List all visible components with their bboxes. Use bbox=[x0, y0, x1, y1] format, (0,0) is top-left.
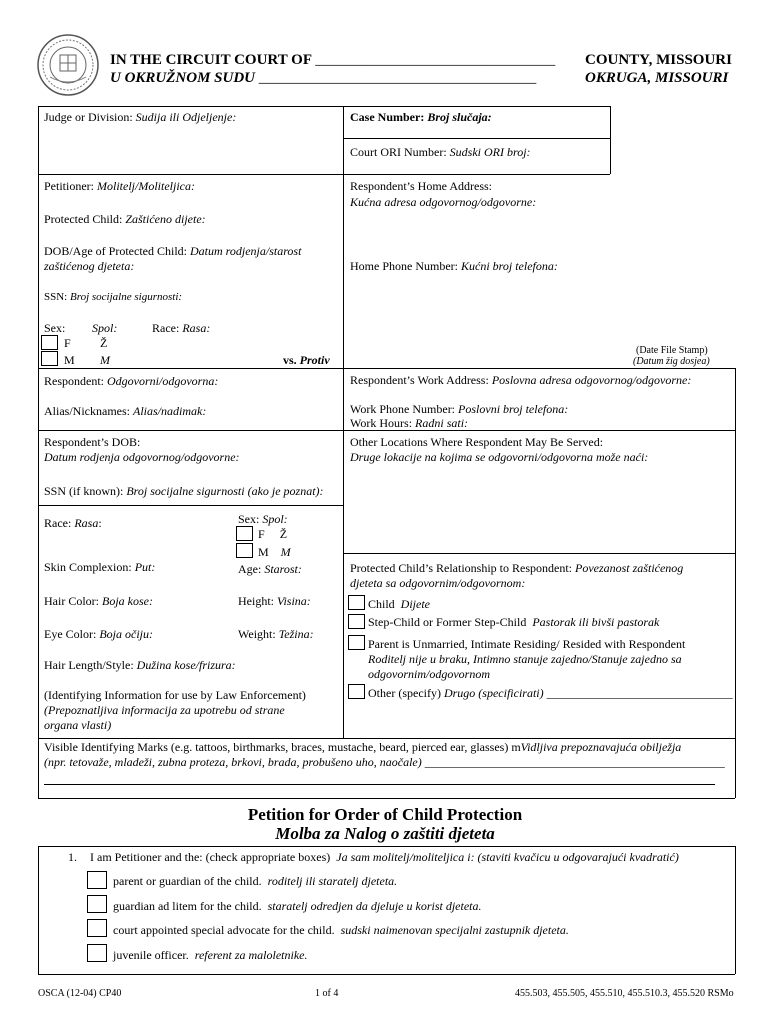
sex-female-label: F bbox=[64, 336, 71, 350]
opt-guardian-ad-litem-checkbox[interactable] bbox=[87, 895, 107, 913]
rel-other-checkbox[interactable] bbox=[348, 684, 365, 699]
respondent-sex-m-label: M M bbox=[258, 545, 291, 559]
statutes: 455.503, 455.505, 455.510, 455.510.3, 455.520 RSMo bbox=[515, 988, 734, 999]
identifying-info-note-b1: (Prepoznatljiva informacija za upotrebu od strane bbox=[44, 703, 285, 717]
respondent-sex-label: Sex: Spol: bbox=[238, 512, 288, 526]
rel-parent-label: Parent is Unmarried, Intimate Residing/ Resided with Respondent bbox=[368, 637, 686, 651]
sex-label-b: Spol: bbox=[92, 321, 118, 335]
child-dob-label-b: zaštićenog djeteta: bbox=[44, 259, 135, 273]
court-heading-en: IN THE CIRCUIT COURT OF bbox=[110, 52, 312, 68]
rel-parent-checkbox[interactable] bbox=[348, 635, 365, 650]
relationship-label: Protected Child’s Relationship to Respondent: Povezanost zaštićenog bbox=[350, 561, 684, 575]
work-phone-label: Work Phone Number: Poslovni broj telefona: bbox=[350, 402, 569, 416]
rel-step-child-label: Step-Child or Former Step-Child Pastorak ili bivši pastorak bbox=[368, 615, 660, 629]
opt-parent-guardian-checkbox[interactable] bbox=[87, 871, 107, 889]
age-label: Age: Starost: bbox=[238, 562, 302, 576]
opt-juvenile-officer-label: juvenile officer. referent za maloletnike. bbox=[113, 948, 308, 962]
rel-other-blank[interactable]: _______________________________ bbox=[546, 686, 733, 700]
sex-female-checkbox[interactable] bbox=[41, 335, 58, 350]
court-heading-bs: U OKRUŽNOM SUDU bbox=[110, 70, 256, 86]
petitioner-label: Petitioner: Molitelj/Moliteljica: bbox=[44, 179, 195, 193]
court-heading bbox=[110, 52, 555, 69]
hair-length-label: Hair Length/Style: Dužina kose/frizura: bbox=[44, 658, 236, 672]
respondent-ssn-label: SSN (if known): Broj socijalne sigurnosti (ako je poznat): bbox=[44, 484, 324, 498]
item-1-number: 1. bbox=[68, 850, 77, 864]
date-file-stamp-label: (Date File Stamp) bbox=[636, 345, 708, 356]
rel-parent-label-b2: odgovornim/odgovornom bbox=[368, 667, 490, 681]
respondent-sex-f-label: F Ž bbox=[258, 527, 288, 541]
respondent-dob-label: Respondent’s DOB: bbox=[44, 435, 141, 449]
home-phone-label: Home Phone Number: Kućni broj telefona: bbox=[350, 259, 558, 273]
alias-label: Alias/Nicknames: Alias/nadimak: bbox=[44, 404, 207, 418]
petition-title: Petition for Order of Child Protection bbox=[247, 805, 523, 824]
skin-complexion-label: Skin Complexion: Put: bbox=[44, 560, 156, 574]
rel-parent-label-b1: Roditelj nije u braku, Intimno stanuje zajedno/Stanuje zajedno sa bbox=[368, 652, 682, 666]
respondent-label: Respondent: Odgovorni/odgovorna: bbox=[44, 374, 219, 388]
rel-other-label: Other (specify) Drugo (specificirati) _______________________________ bbox=[368, 686, 733, 700]
court-ori-label: Court ORI Number: Sudski ORI broj: bbox=[350, 145, 531, 159]
work-address-label: Respondent’s Work Address: Poslovna adresa odgovornog/odgovorne: bbox=[350, 373, 692, 387]
height-label: Height: Visina: bbox=[238, 594, 311, 608]
identifying-marks-blank[interactable]: __________________________________________________ bbox=[424, 755, 725, 769]
sex-male-label: M bbox=[64, 353, 75, 367]
versus-label: vs. Protiv bbox=[283, 353, 330, 367]
weight-label: Weight: Težina: bbox=[238, 627, 314, 641]
opt-parent-guardian-label: parent or guardian of the child. roditelj ili staratelj djeteta. bbox=[113, 874, 398, 888]
petition-title-b: Molba za Nalog o zaštiti djeteta bbox=[275, 824, 495, 843]
opt-juvenile-officer-checkbox[interactable] bbox=[87, 944, 107, 962]
rel-step-child-checkbox[interactable] bbox=[348, 614, 365, 629]
respondent-dob-label-b: Datum rodjenja odgovornog/odgovorne: bbox=[44, 450, 240, 464]
sex-male-checkbox[interactable] bbox=[41, 351, 58, 366]
sex-female-label-b: Ž bbox=[100, 336, 108, 350]
protected-child-label: Protected Child: Zaštićeno dijete: bbox=[44, 212, 206, 226]
sex-male-label-b: M bbox=[100, 353, 110, 367]
identifying-info-note: (Identifying Information for use by Law Enforcement) bbox=[44, 688, 306, 702]
respondent-sex-male-checkbox[interactable] bbox=[236, 543, 253, 558]
child-dob-label: DOB/Age of Protected Child: Datum rodjenja/starost bbox=[44, 244, 302, 258]
other-locations-label: Other Locations Where Respondent May Be Served: bbox=[350, 435, 604, 449]
identifying-marks-label-b: (npr. tetovaže, mladeži, zubna proteza, brkovi, brada, probušeno uho, naočale) __________________________________________________ bbox=[44, 755, 725, 769]
hair-color-label: Hair Color: Boja kose: bbox=[44, 594, 153, 608]
opt-guardian-ad-litem-label: guardian ad litem for the child. staratelj odredjen da djeluje u korist djeteta. bbox=[113, 899, 482, 913]
opt-special-advocate-label: court appointed special advocate for the child. sudski naimenovan specijalni zastupnik djeteta. bbox=[113, 923, 569, 937]
circuit-blank[interactable]: ________________________________ bbox=[315, 52, 556, 68]
identifying-info-note-b2: organa vlasti) bbox=[44, 718, 112, 732]
county-heading: COUNTY, MISSOURI bbox=[585, 52, 732, 68]
race-label: Race: Rasa: bbox=[152, 321, 211, 335]
other-locations-label-b: Druge lokacije na kojima se odgovorni/odgovorna može naći: bbox=[350, 450, 649, 464]
work-hours-label: Work Hours: Radni sati: bbox=[350, 416, 469, 430]
respondent-home-address-label-b: Kućna adresa odgovornog/odgovorne: bbox=[350, 195, 537, 209]
identifying-marks-line[interactable] bbox=[44, 784, 715, 785]
page-number: 1 of 4 bbox=[315, 988, 339, 999]
circuit-blank-b: _____________________________________ bbox=[258, 70, 537, 86]
sex-label: Sex: bbox=[44, 321, 66, 335]
county-heading-b: OKRUGA, MISSOURI bbox=[585, 70, 729, 86]
date-file-stamp-label-b: (Datum žig dosjea) bbox=[633, 356, 710, 367]
respondent-home-address-label: Respondent’s Home Address: bbox=[350, 179, 492, 193]
eye-color-label: Eye Color: Boja očiju: bbox=[44, 627, 153, 641]
case-number-label: Case Number: Broj slučaja: bbox=[350, 110, 492, 124]
rel-child-checkbox[interactable] bbox=[348, 595, 365, 610]
respondent-sex-female-checkbox[interactable] bbox=[236, 526, 253, 541]
opt-special-advocate-checkbox[interactable] bbox=[87, 919, 107, 937]
respondent-race-label: Race: Rasa: bbox=[44, 516, 102, 530]
court-heading-b bbox=[110, 70, 536, 87]
judge-division-label: Judge or Division: Sudija ili Odjeljenje: bbox=[44, 110, 237, 124]
missouri-seal-logo bbox=[36, 33, 100, 97]
item-1-text: I am Petitioner and the: (check appropriate boxes) Ja sam molitelj/moliteljica i: (staviti kvačicu u odgovarajući kvadratić) bbox=[90, 850, 679, 864]
rel-child-label: Child Dijete bbox=[368, 597, 430, 611]
identifying-marks-label: Visible Identifying Marks (e.g. tattoos, birthmarks, braces, mustache, beard, pierced ear, glasses) mVidljiva prepoznavajuća obilježja bbox=[44, 740, 682, 754]
form-id: OSCA (12-04) CP40 bbox=[38, 988, 122, 999]
ssn-label: SSN: Broj socijalne sigurnosti: bbox=[44, 291, 183, 303]
relationship-label-b: djeteta sa odgovornim/odgovornom: bbox=[350, 576, 526, 590]
